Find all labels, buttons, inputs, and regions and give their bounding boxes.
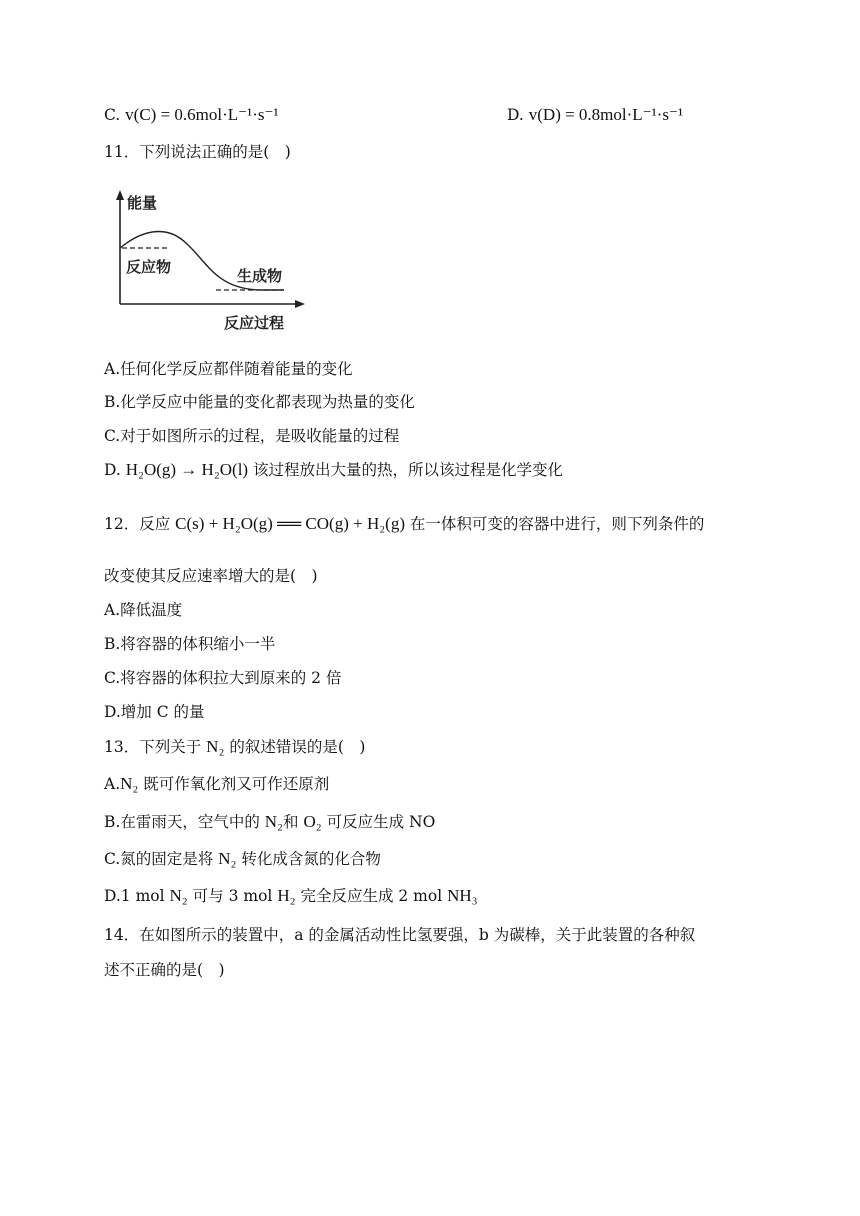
- q13-option-d-chem3: NH₃: [447, 886, 478, 905]
- q12-stem-prefix: 12．反应: [104, 515, 171, 533]
- q10-option-d-expr: v(D) = 0.8mol·L⁻¹·s⁻¹: [528, 105, 684, 124]
- q11-option-d-label: D.: [104, 461, 121, 479]
- q13-option-c: [104, 848, 381, 870]
- q13-option-c-suffix: 转化成含氮的化合物: [241, 850, 381, 868]
- q11-option-a: A.任何化学反应都伴随着能量的变化: [104, 360, 353, 378]
- q13-option-a: [104, 773, 329, 795]
- q11-option-d-expr: H₂O(g) → H₂O(l): [125, 460, 249, 479]
- q11-stem: 11．下列说法正确的是( ): [104, 143, 291, 161]
- q13-option-b-mid: 和: [282, 813, 299, 831]
- q10-option-c-label: C.: [104, 106, 121, 124]
- x-axis-label: 反应过程: [224, 314, 285, 332]
- q12-option-a: A.降低温度: [104, 601, 183, 619]
- q13-option-c-chem: N₂: [218, 849, 237, 868]
- product-label: 生成物: [237, 267, 283, 285]
- q10-option-d-label: D.: [507, 106, 524, 124]
- q12-option-b: B.将容器的体积缩小一半: [104, 635, 276, 653]
- q13-option-b-prefix: B.在雷雨天，空气中的: [104, 813, 260, 831]
- q14-stem-line1: 14．在如图所示的装置中，a 的金属活动性比氢要强，b 为碳棒，关于此装置的各种叙: [104, 926, 696, 944]
- x-axis-arrow: [295, 300, 305, 308]
- energy-diagram: [112, 186, 312, 336]
- q14-stem-line2: 述不正确的是( ): [104, 961, 225, 979]
- q12-option-d: D.增加 C 的量: [104, 703, 205, 721]
- q13-option-b-suffix: 可反应生成 NO: [326, 813, 436, 831]
- q10-option-c: [104, 104, 684, 126]
- q13-option-a-chem: N₂: [120, 774, 139, 793]
- q11-option-c: C.对于如图所示的过程，是吸收能量的过程: [104, 427, 400, 445]
- q12-stem-line2: 改变使其反应速率增大的是( ): [104, 567, 318, 585]
- q12-option-c: C.将容器的体积拉大到原来的 2 倍: [104, 669, 342, 687]
- q13-option-b-chem1: N₂: [264, 812, 283, 831]
- q13-option-c-prefix: C.氮的固定是将: [104, 850, 214, 868]
- q12-equation: C(s) + H₂O(g) ══ CO(g) + H₂(g): [175, 514, 405, 533]
- reactant-label: 反应物: [126, 258, 172, 276]
- q13-option-d-mid: 可与 3 mol: [192, 887, 273, 905]
- q13-option-d-chem2: H₂: [277, 886, 296, 905]
- q13-option-d-chem1: N₂: [169, 886, 188, 905]
- q12-stem-suffix: 在一体积可变的容器中进行，则下列条件的: [409, 515, 705, 533]
- q13-option-b-chem2: O₂: [303, 812, 322, 831]
- q10-option-d: [507, 104, 683, 126]
- y-axis-label: 能量: [127, 194, 158, 212]
- q13-stem-prefix: 13．下列关于: [104, 738, 202, 756]
- q10-option-c-expr: v(C) = 0.6mol·L⁻¹·s⁻¹: [125, 105, 279, 124]
- q13-option-d-prefix: D.1 mol: [104, 887, 165, 905]
- q12-stem: [104, 513, 704, 535]
- q13-stem-suffix: 的叙述错误的是( ): [229, 738, 366, 756]
- q13-stem: [104, 736, 365, 758]
- q11-option-d: [104, 459, 563, 481]
- q13-stem-chem: N₂: [206, 737, 225, 756]
- q11-option-d-text: 该过程放出大量的热，所以该过程是化学变化: [253, 461, 564, 479]
- q13-option-d: [104, 885, 478, 907]
- q13-option-a-text: 既可作氧化剂又可作还原剂: [143, 775, 330, 793]
- q11-option-b: B.化学反应中能量的变化都表现为热量的变化: [104, 393, 415, 411]
- y-axis-arrow: [116, 190, 124, 200]
- q13-option-d-mid2: 完全反应生成 2 mol: [300, 887, 443, 905]
- q13-option-b: [104, 811, 435, 833]
- q13-option-a-label: A.: [104, 775, 121, 793]
